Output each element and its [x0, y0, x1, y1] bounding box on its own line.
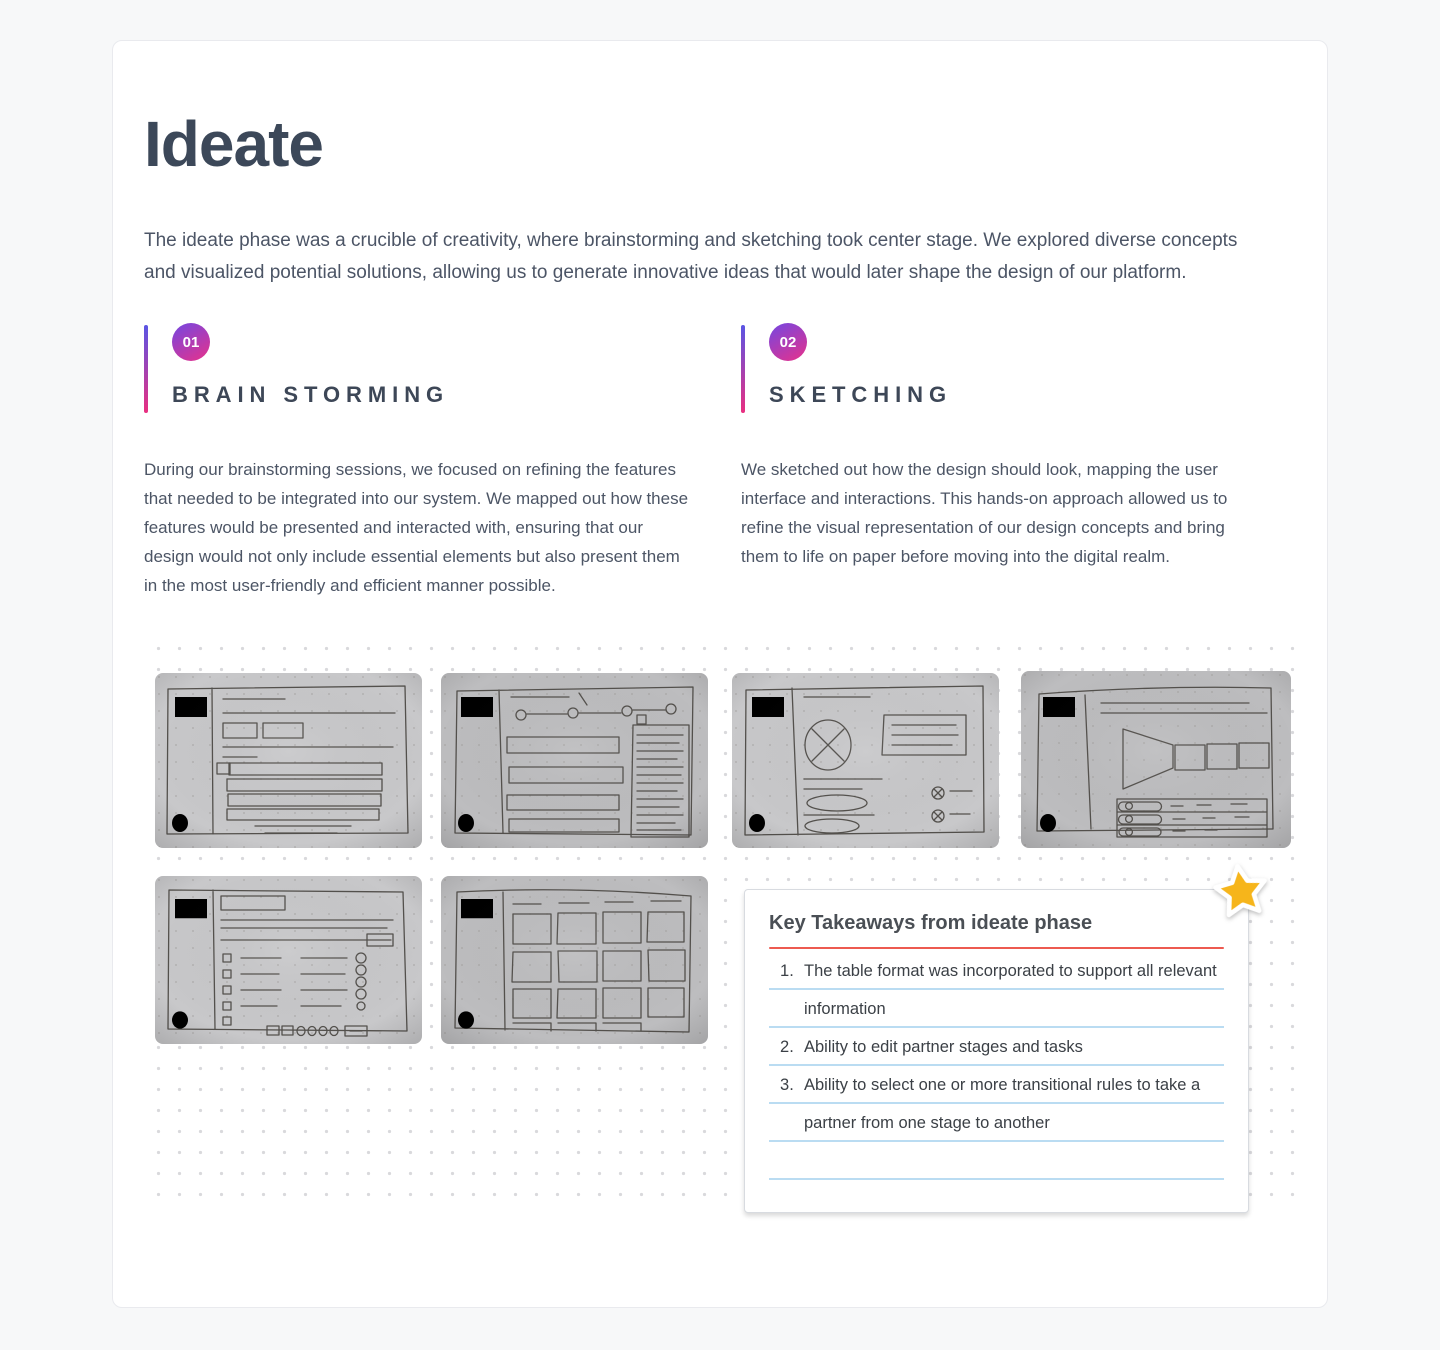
sketch-photo-6: [441, 876, 708, 1044]
ideate-section-card: [112, 40, 1328, 1308]
takeaway-item-text: Ability to select one or more transitional rules to take a partner from one stage to another: [804, 1076, 1201, 1132]
phase-header: [144, 323, 741, 413]
star-icon: [1209, 859, 1272, 922]
takeaway-item: [777, 952, 1220, 1028]
phase-body-text: During our brainstorming sessions, we focused on refining the features that needed to be integrated into our system. We mapped out how these features would be presented and interacted with, ensuring that our design would not only include essential elements but also present them in the most user-friendly and efficient manner possible.: [144, 460, 689, 595]
takeaway-item-text: Ability to edit partner stages and tasks: [804, 1038, 1083, 1056]
takeaway-item-text: The table format was incorporated to support all relevant information: [804, 962, 1217, 1018]
phase-sketching: [741, 323, 1296, 600]
page-title: Ideate: [144, 108, 323, 180]
key-takeaways-card: [744, 889, 1249, 1213]
gradient-accent-bar: [741, 325, 745, 413]
phase-number-badge: 02: [769, 323, 807, 361]
sketch-photo-2: [441, 673, 708, 848]
sketch-photo-1: [155, 673, 422, 848]
phase-header: [741, 323, 1296, 413]
phase-columns: [144, 323, 1296, 600]
intro-paragraph: The ideate phase was a crucible of creativity, where brainstorming and sketching took center stage. We explored diverse concepts and visualized potential solutions, allowing us to generate innovative ideas that would later shape the design of our platform.: [144, 230, 1238, 283]
phase-brainstorming: [144, 323, 741, 600]
gradient-accent-bar: [144, 325, 148, 413]
takeaway-item: [777, 1028, 1220, 1066]
sketch-photo-4: [1021, 671, 1291, 848]
takeaways-list: [769, 952, 1224, 1180]
sketch-photo-3: [732, 673, 999, 848]
phase-title: SKETCHING: [769, 382, 953, 407]
phase-number-badge: 01: [172, 323, 210, 361]
phase-body-text: We sketched out how the design should look, mapping the user interface and interactions. This hands-on approach allowed us to refine the visual representation of our design concepts and bring them to life on paper before moving into the digital realm.: [741, 460, 1228, 566]
red-underline: [769, 947, 1224, 949]
phase-title: BRAIN STORMING: [172, 382, 450, 407]
takeaways-title: Key Takeaways from ideate phase: [769, 912, 1093, 934]
sketch-gallery-dotted-canvas: [144, 636, 1298, 1209]
sketch-photo-5: [155, 876, 422, 1044]
takeaway-item: [777, 1066, 1220, 1142]
